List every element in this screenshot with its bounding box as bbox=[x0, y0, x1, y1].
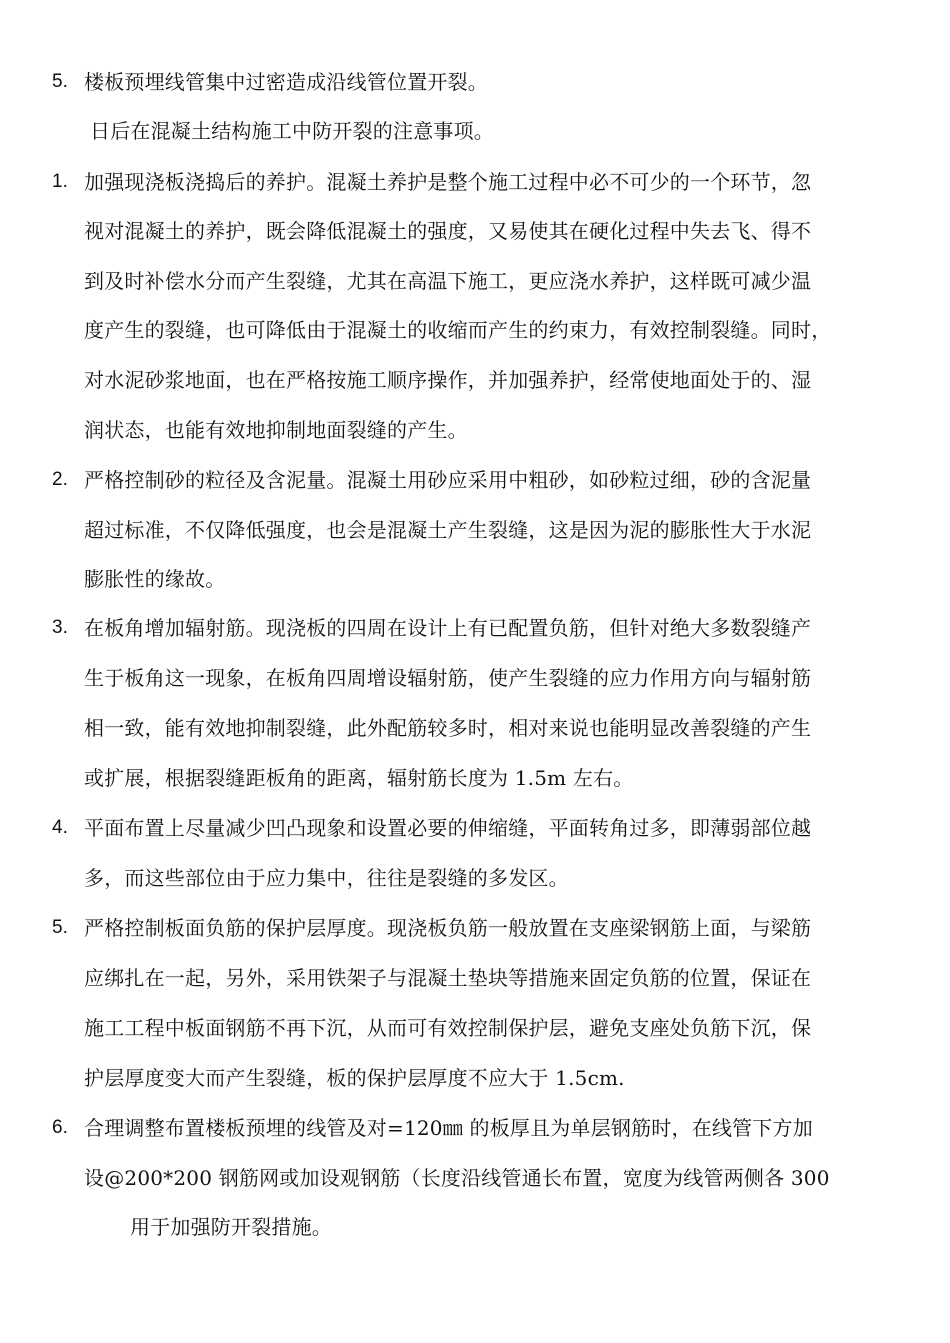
section-heading: 日后在混凝土结构施工中防开裂的注意事项。 bbox=[90, 119, 494, 143]
item-6-line: 合理调整布置楼板预埋的线管及对=120㎜ 的板厚且为单层钢筋时，在线管下方加 bbox=[84, 1116, 813, 1140]
item-1-number: 1. bbox=[52, 171, 68, 192]
item-3-line: 相一致，能有效地抑制裂缝，此外配筋较多时，相对来说也能明显改善裂缝的产生 bbox=[84, 716, 812, 740]
item-2-line: 超过标准，不仅降低强度，也会是混凝土产生裂缝，这是因为泥的膨胀性大于水泥 bbox=[84, 518, 812, 542]
item-1-line: 对水泥砂浆地面，也在严格按施工顺序操作，并加强养护，经常使地面处于的、湿 bbox=[84, 368, 812, 392]
item-1-line: 视对混凝土的养护，既会降低混凝土的强度，又易使其在硬化过程中失去飞、得不 bbox=[84, 219, 812, 243]
item-1-line: 到及时补偿水分而产生裂缝，尤其在高温下施工，更应浇水养护，这样既可减少温 bbox=[84, 269, 812, 293]
item-5-line: 护层厚度变大而产生裂缝，板的保护层厚度不应大于 1.5cm. bbox=[84, 1066, 625, 1090]
item-2-line: 膨胀性的缘故。 bbox=[84, 567, 226, 591]
item-6-line: 设@200*200 钢筋网或加设观钢筋（长度沿线管通长布置，宽度为线管两侧各 300 bbox=[84, 1166, 830, 1190]
item-4-line: 多，而这些部位由于应力集中，往往是裂缝的多发区。 bbox=[84, 866, 569, 890]
item-3-number: 3. bbox=[52, 617, 68, 638]
item-4-number: 4. bbox=[52, 817, 68, 838]
item-4-line: 平面布置上尽量减少凹凸现象和设置必要的伸缩缝，平面转角过多，即薄弱部位越 bbox=[84, 816, 812, 840]
intro-item-number: 5. bbox=[52, 71, 68, 92]
item-1-line: 加强现浇板浇捣后的养护。混凝土养护是整个施工过程中必不可少的一个环节，忽 bbox=[84, 170, 812, 194]
item-1-line: 润状态，也能有效地抑制地面裂缝的产生。 bbox=[84, 418, 468, 442]
item-5-line: 应绑扎在一起，另外，采用铁架子与混凝土垫块等措施来固定负筋的位置，保证在 bbox=[84, 966, 812, 990]
item-6-line: 用于加强防开裂措施。 bbox=[130, 1215, 332, 1239]
item-5-line: 严格控制板面负筋的保护层厚度。现浇板负筋一般放置在支座梁钢筋上面，与梁筋 bbox=[84, 916, 812, 940]
item-6-number: 6. bbox=[52, 1117, 68, 1138]
intro-item-text: 楼板预埋线管集中过密造成沿线管位置开裂。 bbox=[84, 70, 488, 94]
item-5-number: 5. bbox=[52, 917, 68, 938]
item-5-line: 施工工程中板面钢筋不再下沉，从而可有效控制保护层，避免支座处负筋下沉，保 bbox=[84, 1016, 812, 1040]
item-2-number: 2. bbox=[52, 469, 68, 490]
item-1-line: 度产生的裂缝，也可降低由于混凝土的收缩而产生的约束力，有效控制裂缝。同时， bbox=[84, 318, 832, 342]
item-2-line: 严格控制砂的粒径及含泥量。混凝土用砂应采用中粗砂，如砂粒过细，砂的含泥量 bbox=[84, 468, 812, 492]
item-3-line: 生于板角这一现象，在板角四周增设辐射筋，使产生裂缝的应力作用方向与辐射筋 bbox=[84, 666, 812, 690]
item-3-line: 或扩展，根据裂缝距板角的距离，辐射筋长度为 1.5m 左右。 bbox=[84, 766, 634, 790]
item-3-line: 在板角增加辐射筋。现浇板的四周在设计上有已配置负筋，但针对绝大多数裂缝产 bbox=[84, 616, 812, 640]
